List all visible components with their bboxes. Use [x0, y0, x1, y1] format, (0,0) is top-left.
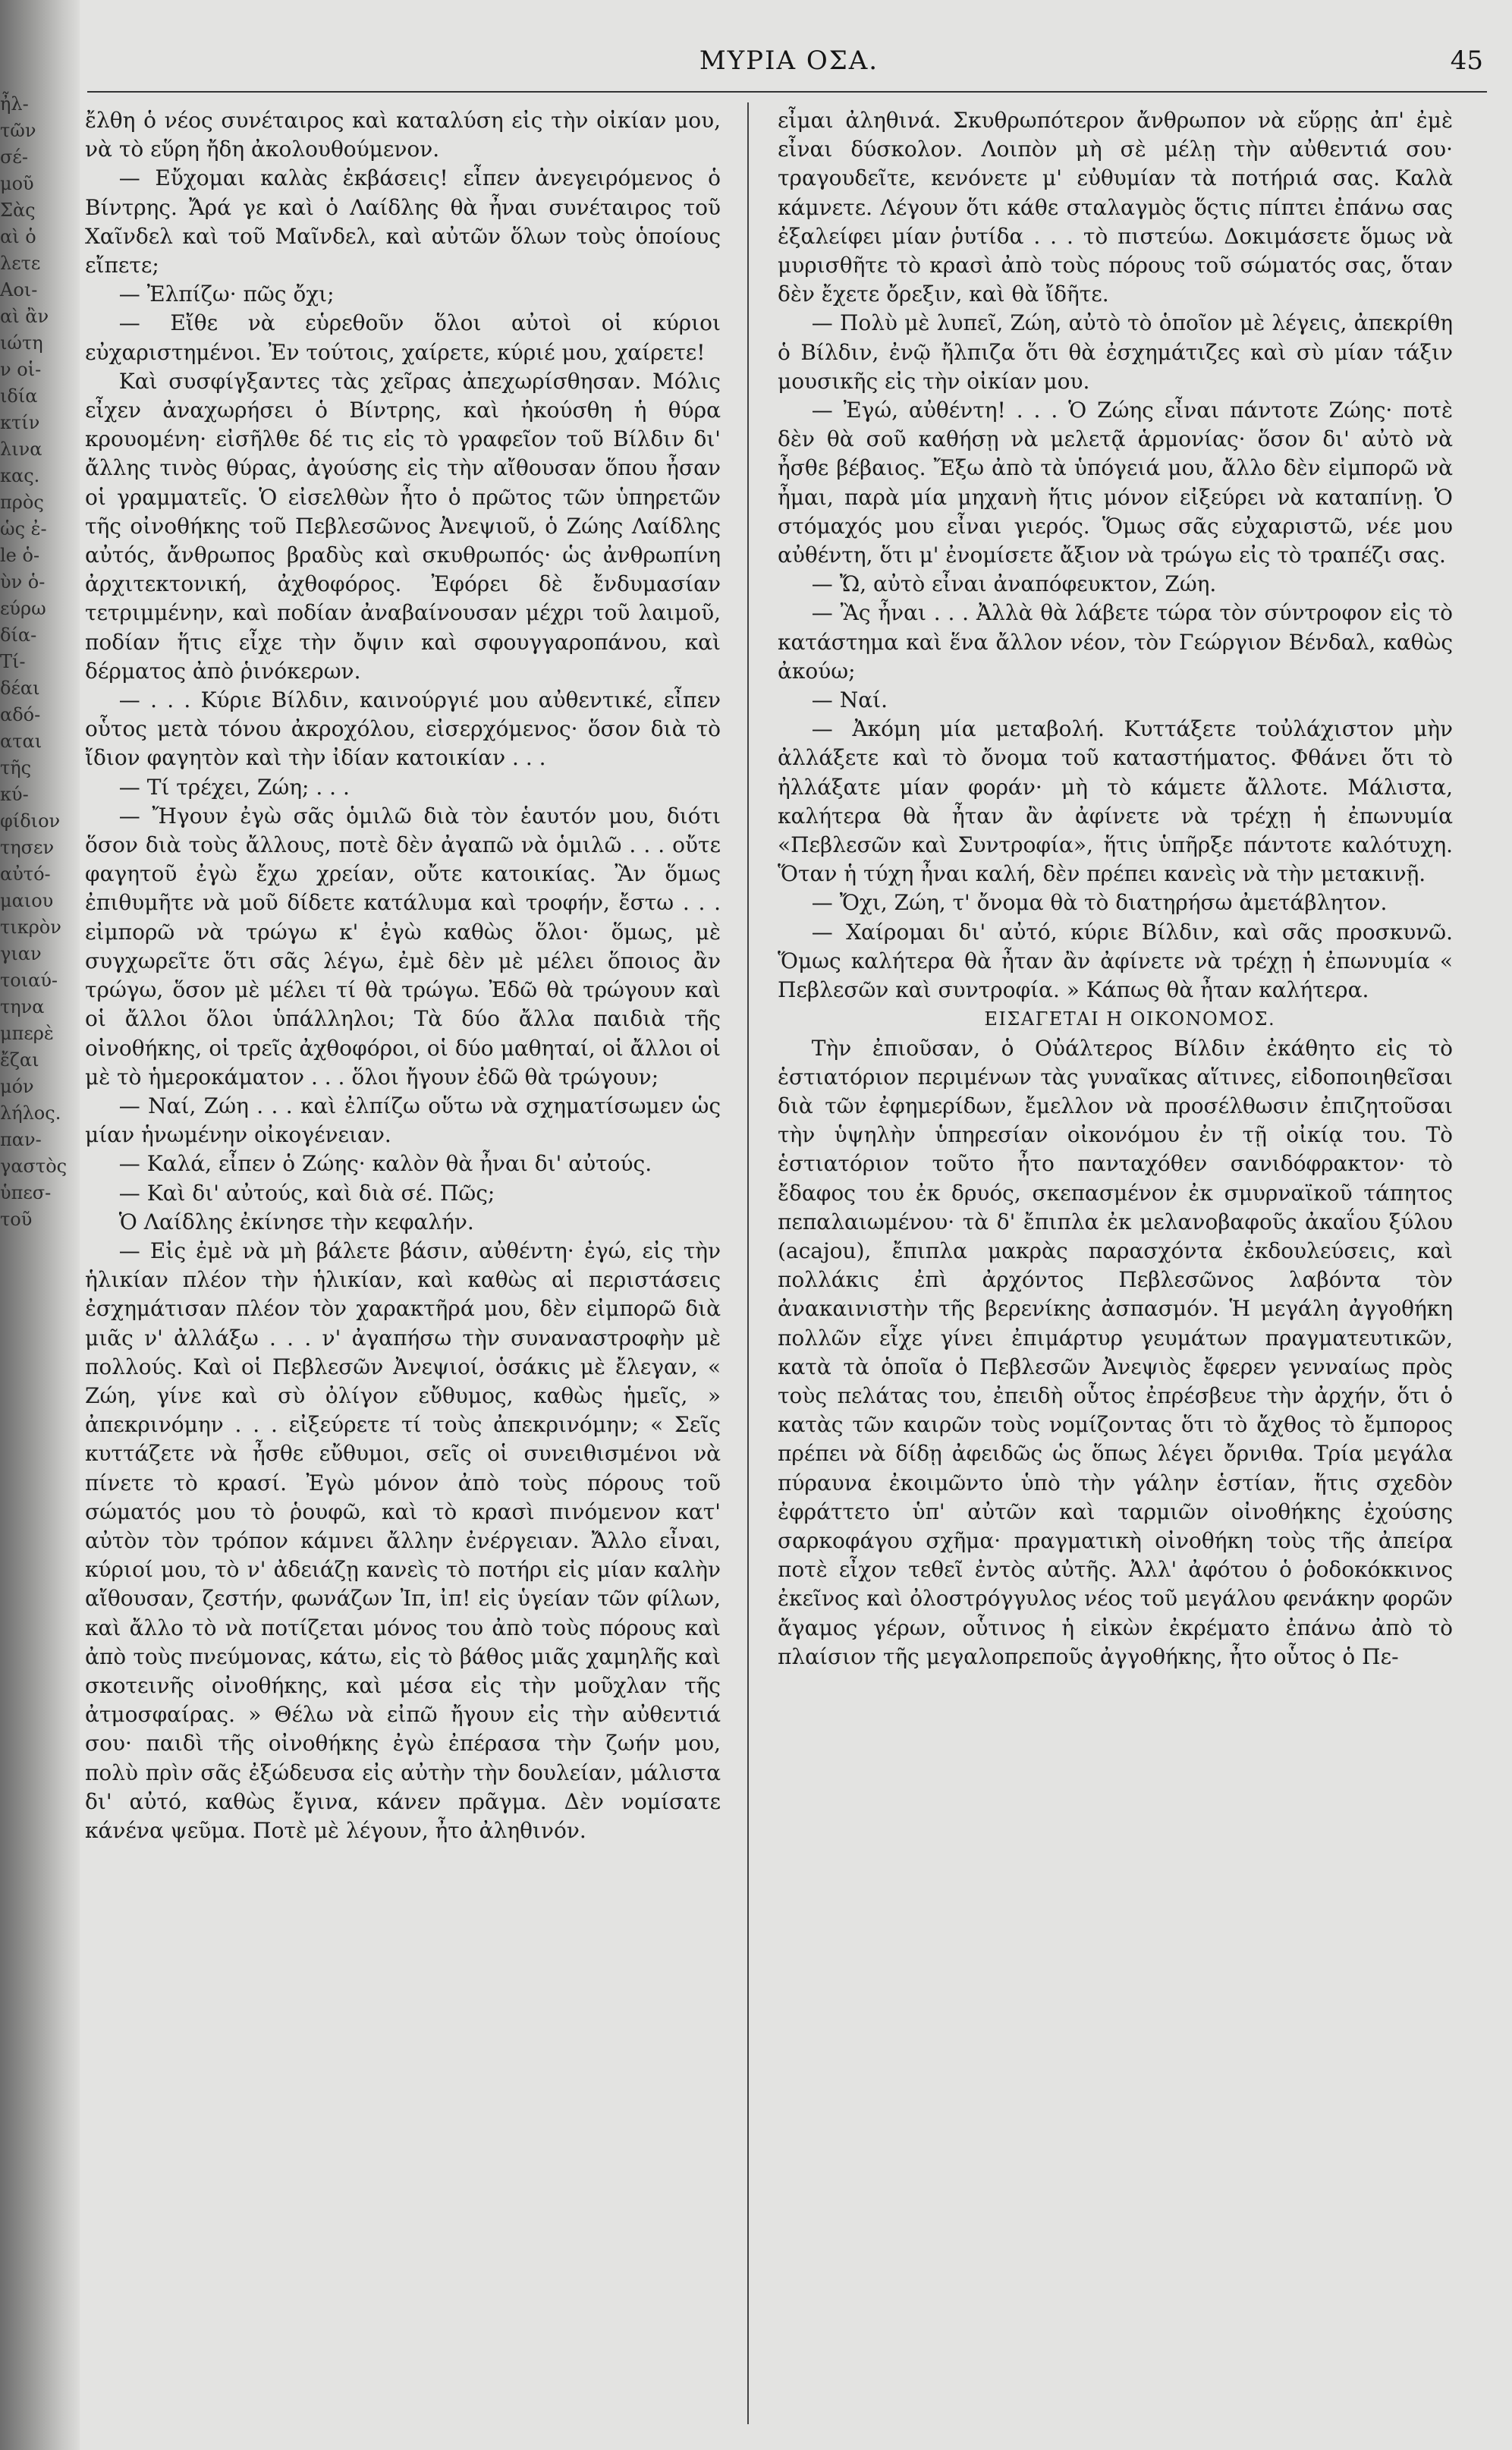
section-heading: ΕΙΣΑΓΕΤΑΙ Η ΟΙΚΟΝΟΜΟΣ.	[984, 1008, 1276, 1030]
page-header	[83, 39, 1495, 85]
paragraph: — Ὤ, αὐτὸ εἶναι ἀναπόφευκτον, Ζώη.	[811, 571, 1217, 597]
right-column	[778, 106, 1453, 2413]
paragraph: — Πολὺ μὲ λυπεῖ, Ζώη, αὐτὸ τὸ ὁποῖον μὲ λέγεις, ἀπεκρίθη ὁ Βίλδιν, ἐνῷ ἤλπιζα ὅτι θὰ ἐσχημάτιζες καὶ σὺ μίαν τάξιν μουσικῆς εἰς τὴν οἰκίαν μου.	[778, 310, 1453, 394]
paragraph: Τὴν ἐπιοῦσαν, ὁ Οὐάλτερος Βίλδιν ἐκάθητο εἰς τὸ ἑστιατόριον περιμένων τὰς γυναῖκας αἵτινες, εἰδοποιηθεῖσαι διὰ τῶν ἐφημερίδων, ἔμελλον νὰ προσέλθωσιν ἐπιζητοῦσαι τὴν ὑψηλὴν ὑπηρεσίαν οἰκονόμου ἐν τῇ οἰκίᾳ του. Τὸ ἑστιατόριον τοῦτο ἦτο πανταχόθεν σανιδόφρακτον· τὸ ἔδαφος του ἐκ δρυός, σκεπασμένον ἐκ σμυρναϊκοῦ τάπητος πεπαλαιωμένου· τὰ δ' ἔπιπλα ἐκ μελανοβαφοῦς ἀκαΐου ξύλου (acajou), ἔπιπλα μακρὰς παρασχόντα ἐκδουλεύσεις, καὶ πολλάκις ἐπὶ ἀρχόντος Πεβλεσῶνος λαβόντα τὸν ἀνακαινιστὴν τῆς βερενίκης ἀσπασμόν. Ἡ μεγάλη ἀγγοθήκη πολλῶν εἶχε γίνει ἐπιμάρτυρ γευμάτων πραγματευτικῶν, κατὰ τὰ ὁποῖα ὁ Πεβλεσῶν Ἀνεψιὸς ἔφερεν γενναίως πρὸς τοὺς πελάτας του, ἐπειδὴ οὗτος ἐπρέσβευε τὴν ἀρχήν, ὅτι ὁ κατὰς τῶν καιρῶν τοὺς νομίζοντας ὅτι τὸ ἄχθος τὸ ἔμπορος πρέπει νὰ δίδῃ ἀφειδῶς ὡς ὅπως λέγει ὄρνιθα. Τρία μεγάλα πύραυνα ἐκοιμῶντο ὑπὸ τὴν γάλην ἑστίαν, ἥτις σχεδὸν ἐφράττετο ὑπ' αὐτῶν καὶ ταρμιῶν οἰνοθήκης ἐχούσης σαρκοφάγου σχῆμα· πραγματικὴ οἰνοθήκη τοὺς τῆς ἀπείρα ποτὲ εἶχον τεθεῖ ἐντὸς αὐτῆς. Ἀλλ' ἀφότου ὁ ῥοδοκόκκινος ἐκεῖνος καὶ ὀλοστρόγγυλος νέος τοῦ μεγάλου φενάκην φορῶν ἄγαμος γέρων, οὗτινος ἡ εἰκὼν ἐκρέματο ἐπάνω ἀπὸ τὸ πλαίσιον τῆς μεγαλοπρεποῦς ἀγγοθήκης, ἦτο οὗτος ὁ Πε-	[778, 1035, 1453, 1669]
paragraph: — Καὶ δι' αὐτούς, καὶ διὰ σέ. Πῶς;	[118, 1180, 495, 1206]
paragraph: ἔλθη ὁ νέος συνέταιρος καὶ καταλύση εἰς τὴν οἰκίαν μου, νὰ τὸ εὕρη ἤδη ἀκολουθούμενον.	[85, 108, 721, 162]
paragraph: — Ἀκόμη μία μεταβολή. Κυττάξετε τοὐλάχιστον μὴν ἀλλάξετε καὶ τὸ ὄνομα τοῦ καταστήματος. Φθάνει ὅτι τὸ ἠλλάξατε μίαν φοράν· μὴ τὸ κάμετε ἄλλοτε. Μάλιστα, καλήτερα θὰ ἦταν ἂν ἀφίνετε νὰ τρέχῃ ἡ ἐπωνυμία «Πεβλεσῶν καὶ Συντροφία», ἥτις ὑπῆρξε πάντοτε καλότυχη. Ὅταν ἡ τύχη ἦναι καλή, δὲν πρέπει κανεὶς νὰ τὴν μετακινῇ.	[778, 716, 1453, 887]
paragraph: — Εἰς ἐμὲ νὰ μὴ βάλετε βάσιν, αὐθέντη· ἐγώ, εἰς τὴν ἡλικίαν πλέον τὴν ἡλικίαν, καὶ καθὼς αἱ περιστάσεις ἐσχημάτισαν πλέον τὸν χαρακτῆρά μου, δὲν εἰμπορῶ διὰ μιᾶς ν' ἀλλάξω . . . ν' ἀγαπήσω τὴν συναναστροφὴν μὲ πολλούς. Καὶ οἱ Πεβλεσῶν Ἀνεψιοί, ὁσάκις μὲ ἔλεγαν, « Ζώη, γίνε καὶ σὺ ὀλίγον εὔθυμος, καθὼς ἡμεῖς, » ἀπεκρινόμην . . . εἰξεύρετε τί τοὺς ἀπεκρινόμην; « Σεῖς κυττάζετε νὰ ἦσθε εὔθυμοι, σεῖς οἱ συνειθισμένοι νὰ πίνετε τὸ κρασί. Ἐγὼ μόνον ἀπὸ τοὺς πόρους τοῦ σώματός μου τὸ ῥουφῶ, καὶ τὸ κρασὶ πινόμενον κατ' αὐτὸν τὸν τρόπον κάμνει ἄλλην ἐνέργειαν. Ἄλλο εἶναι, κύριοί μου, τὸ ν' ἀδειάζῃ κανεὶς τὸ ποτήρι εἰς μίαν καλὴν αἴθουσαν, ζεστήν, φωνάζων Ἰπ, ἰπ! εἰς ὑγείαν τῶν φίλων, καὶ ἄλλο τὸ νὰ ποτίζεται μόνος του ἀπὸ τοὺς πόρους καὶ ἀπὸ τοὺς πνεύμονας, κάτω, εἰς τὸ βάθος μιᾶς χαμηλῆς καὶ σκοτεινῆς οἰνοθήκης, καὶ μέσα εἰς τὴν μοῦχλαν τῆς ἀτμοσφαίρας. » Θέλω νὰ εἰπῶ ἤγουν εἰς τὴν αὐθεντιά σου· παιδὶ τῆς οἰνοθήκης ἐγὼ ἐπέρασα τὴν ζωήν μου, πολὺ πρὶν σᾶς ἐξώδευσα εἰς αὐτὴν τὴν δουλείαν, μάλιστα δι' αὐτό, καθὼς ἔγινα, κάνεν πρᾶγμα. Δὲν νομίσατε κάνένα ψεῦμα. Ποτὲ μὲ λέγουν, ἦτο ἀληθινόν.	[85, 1238, 721, 1843]
paragraph: — Εἴθε νὰ εὑρεθοῦν ὅλοι αὐτοὶ οἱ κύριοι εὐχαριστημένοι. Ἐν τούτοις, χαίρετε, κύριέ μου, χαίρετε!	[85, 310, 721, 365]
adjacent-page-fragments: ἦλ- τῶν σέ- μοῦ Σὰς αὶ ὁ λετε Αοι- αὶ ἂν ιώτη ν οἱ- ιδία κτίν λινα κας. πρὸς ὡς ἐ- le ὁ- ὺν ὁ- εύρω δία- Τί- δέαι αδό- αται τῆς κύ- φίδιον τησεν αὐτό- μαιου τικρὸν γιαν τοιαύ- τηνα μπερὲ ἔζαι μόν λήλος. παν- γαστὸς ὑπεσ- τοῦ	[0, 93, 68, 1230]
left-column	[85, 106, 721, 2413]
paragraph: — Καλά, εἶπεν ὁ Ζώης· καλὸν θὰ ἦναι δι' αὐτούς.	[118, 1151, 652, 1177]
paragraph: — Ἐλπίζω· πῶς ὄχι;	[118, 281, 335, 307]
header-rule	[87, 91, 1487, 93]
paragraph: — Ἤγουν ἐγὼ σᾶς ὁμιλῶ διὰ τὸν ἑαυτόν μου, διότι ὅσον διὰ τοὺς ἄλλους, ποτὲ δὲν ἀγαπῶ νὰ ὁμιλῶ . . . οὔτε φαγητοῦ ἐγὼ ἔχω χρείαν, οὔτε κατοικίας. Ἂν ὅμως ἐπιθυμῆτε νὰ μοῦ δίδετε κατάλυμα καὶ τροφήν, ἔστω . . . εἰμπορῶ νὰ τρώγω κ' ἐγὼ καθὼς ὅλοι· ὅμως, μὲ συγχωρεῖτε ὅτι σᾶς λέγω, ἐμὲ δὲν μὲ μέλει ὅποιος ἂν τρώγω, ὅσον μὲ μέλει τί θὰ τρώγω. Ἐδῶ θὰ τρώγουν καὶ οἱ ἄλλοι ὅλοι ὑπάλληλοι; Τὰ δύο ἄλλα παιδιὰ τῆς οἰνοθήκης, οἱ τρεῖς ἀχθοφόροι, οἱ δύο μαθηταί, οἱ ἄλλοι οἱ μὲ τὸ ἡμεροκάματον . . . ὅλοι ἤγουν ἐδῶ θὰ τρώγουν;	[85, 803, 721, 1090]
paragraph: — Εὔχομαι καλὰς ἐκβάσεις! εἶπεν ἀνεγειρόμενος ὁ Βίντρης. Ἄρά γε καὶ ὁ Λαίδλης θὰ ἦναι συνέταιρος τοῦ Χαῖνδελ καὶ τοῦ Μαῖνδελ, καὶ αὐτῶν ὅλων τοὺς ὁποίους εἴπετε;	[85, 165, 721, 278]
paragraph: εἶμαι ἀληθινά. Σκυθρωπότερον ἄνθρωπον νὰ εὕρῃς ἀπ' ἐμὲ εἶναι δύσκολον. Λοιπὸν μὴ σὲ μέλῃ τὴν αὐθεντιά σου· τραγουδεῖτε, κενόνετε μ' εὐθυμίαν τὰ ποτήριά σας. Καλὰ κάμνετε. Λέγουν ὅτι κάθε σταλαγμὸς ὅςτις πίπτει ἐπάνω σας ἐξαλείφει μίαν ῥυτίδα . . . τὸ πιστεύω. Δοκιμάσετε ὅμως νὰ μυρισθῆτε τὸ κρασὶ ἀπὸ τοὺς πόρους τοῦ σώματός σας, ὅταν δὲν ἔχετε ὄρεξιν, καὶ θὰ ἴδῆτε.	[778, 108, 1453, 307]
paragraph: — Ἂς ἦναι . . . Ἀλλὰ θὰ λάβετε τώρα τὸν σύντροφον εἰς τὸ κατάστημα καὶ ἕνα ἄλλον νέον, τὸν Γεώργιον Βένδαλ, καθὼς ἀκούω;	[778, 600, 1453, 684]
paragraph: — Ναί.	[811, 687, 888, 713]
paragraph: — Ναί, Ζώη . . . καὶ ἐλπίζω οὕτω νὰ σχηματίσωμεν ὡς μίαν ἡνωμένην οἰκογένειαν.	[85, 1093, 721, 1148]
running-title: ΜΥΡΙΑ ΟΣΑ.	[699, 46, 879, 76]
paragraph: Ὁ Λαίδλης ἐκίνησε τὴν κεφαλήν.	[118, 1209, 474, 1234]
page-number: 45	[1450, 46, 1483, 76]
paragraph: — Χαίρομαι δι' αὐτό, κύριε Βίλδιν, καὶ σᾶς προσκυνῶ. Ὅμως καλήτερα θὰ ἦταν ἂν ἀφίνετε νὰ τρέχῃ ἡ ἐπωνυμία « Πεβλεσῶν καὶ συντροφία. » Κάπως θὰ ἦταν καλήτερα.	[778, 919, 1453, 1003]
paragraph: — Ὄχι, Ζώη, τ' ὄνομα θὰ τὸ διατηρήσω ἀμετάβλητον.	[811, 890, 1388, 916]
paragraph: Καὶ συσφίγξαντες τὰς χεῖρας ἀπεχωρίσθησαν. Μόλις εἶχεν ἀναχωρήσει ὁ Βίντρης, καὶ ἠκούσθη ἡ θύρα κρουομένη· εἰσῆλθε δέ τις εἰς τὸ γραφεῖον τοῦ Βίλδιν δι' ἄλλης τινὸς θύρας, ἀγούσης εἰς τὴν αἴθουσαν ὅπου ἦσαν οἱ γραμματεῖς. Ὁ εἰσελθὼν ἦτο ὁ πρῶτος τῶν ὑπηρετῶν τῆς οἰνοθήκης τοῦ Πεβλεσῶνος Ἀνεψιοῦ, ὁ Ζώης Λαίδλης αὐτός, ἄνθρωπος βραδὺς καὶ σκυθρωπός· ὡς ἀνθρωπίνη ἀρχιτεκτονική, ἀχθοφόρος. Ἐφόρει δὲ ἔνδυμασίαν τετριμμένην, καὶ ποδίαν ἀναβαίνουσαν μέχρι τοῦ λαιμοῦ, ποδίαν ἥτις εἶχε τὴν ὄψιν καὶ σφουγγαροπάνου, καὶ δέρματος ἀπὸ ῥινόκερων.	[85, 368, 721, 684]
paragraph: — Ἐγώ, αὐθέντη! . . . Ὁ Ζώης εἶναι πάντοτε Ζώης· ποτὲ δὲν θὰ σοῦ καθήσῃ νὰ μελετᾷ ἁρμονίας· ὅσον δι' αὐτὸ νὰ ἦσθε βέβαιος. Ἔξω ἀπὸ τὰ ὑπόγειά μου, ἄλλο δὲν εἰμπορῶ νὰ ἦμαι, παρὰ μία μηχανὴ ἥτις μόνον εἰξεύρει νὰ καταπίνῃ. Ὁ στόμαχός μου εἶναι γιερός. Ὅμως σᾶς εὐχαριστῶ, νέε μου αὐθέντη, ὅτι μ' ἐνομίσετε ἄξιον νὰ τρώγω εἰς τὸ τραπέζι σας.	[778, 398, 1453, 568]
paragraph: — . . . Κύριε Βίλδιν, καινούργιέ μου αὐθεντικέ, εἶπεν οὗτος μετὰ τόνου ἀκροχόλου, εἰσερχόμενος· ὅσον διὰ τὸ ἴδιον φαγητὸν καὶ τὴν ἰδίαν κατοικίαν . . .	[85, 687, 721, 771]
paragraph: — Τί τρέχει, Ζώη; . . .	[118, 774, 350, 800]
column-divider	[747, 102, 749, 2424]
